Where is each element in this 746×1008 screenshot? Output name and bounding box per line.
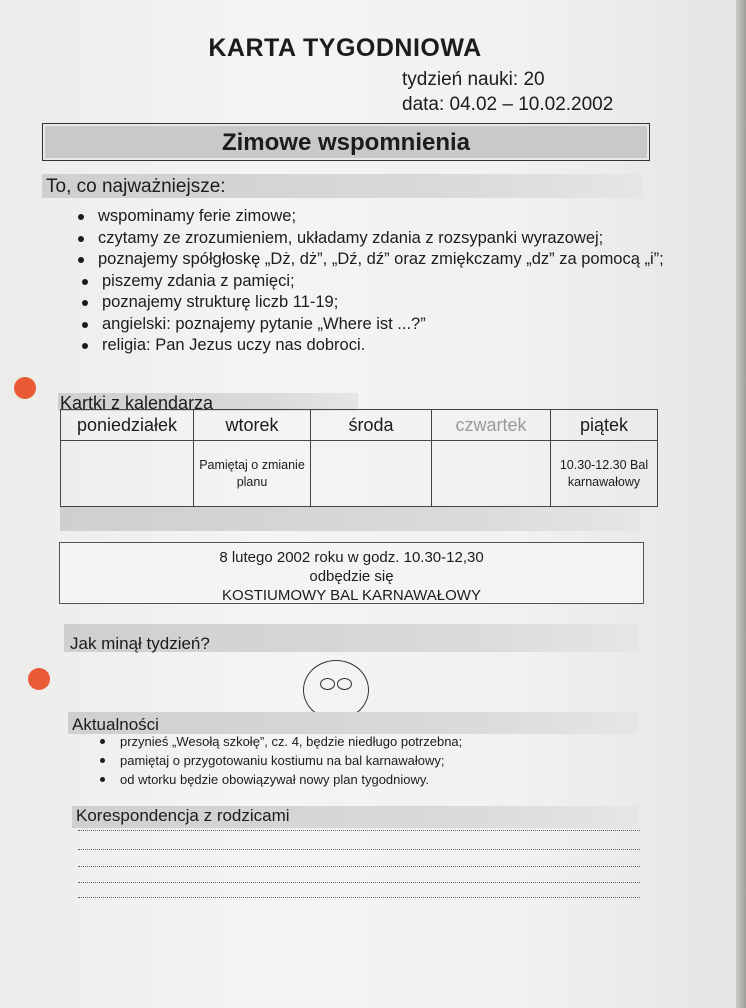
page-title: KARTA TYGODNIOWA	[208, 34, 482, 62]
calendar-cell: 10.30-12.30 Bal karnawałowy	[551, 441, 658, 507]
theme-banner: Zimowe wspomnienia	[42, 123, 650, 161]
key-points-list	[70, 206, 670, 357]
calendar-cell	[432, 441, 551, 507]
list-item: przynieś „Wesołą szkołę”, cz. 4, będzie niedługo potrzebna;	[96, 732, 656, 751]
calendar-cell	[61, 441, 194, 507]
punch-hole	[28, 668, 50, 690]
writing-line	[78, 849, 640, 850]
calendar-cell: Pamiętaj o zmianie planu	[194, 441, 311, 507]
day-header-thursday: czwartek	[432, 410, 551, 441]
announcement-date: 8 lutego 2002 roku w godz. 10.30-12,30	[219, 549, 484, 566]
news-heading: Aktualności	[72, 715, 159, 734]
list-item: poznajemy spółgłoskę „Dż, dż”, „Dź, dź” oraz zmiękczamy „dz” za pomocą „i”;	[70, 249, 670, 271]
week-review-heading: Jak minął tydzień?	[70, 634, 210, 653]
list-item: wspominamy ferie zimowe;	[70, 206, 670, 228]
writing-line	[78, 830, 640, 831]
list-item: czytamy ze zrozumieniem, układamy zdania z rozsypanki wyrazowej;	[70, 228, 670, 250]
list-item: poznajemy strukturę liczb 11-19;	[70, 292, 670, 314]
news-list	[96, 732, 656, 789]
punch-hole	[14, 377, 36, 399]
calendar-table	[60, 409, 658, 507]
face-eye	[320, 678, 335, 690]
writing-line	[78, 897, 640, 898]
list-item: piszemy zdania z pamięci;	[70, 271, 670, 293]
announcement-event: KOSTIUMOWY BAL KARNAWAŁOWY	[222, 587, 481, 604]
day-header-friday: piątek	[551, 410, 658, 441]
table-row	[61, 410, 658, 441]
date-range: data: 04.02 – 10.02.2002	[402, 94, 614, 115]
writing-line	[78, 882, 640, 883]
key-points-heading: To, co najważniejsze:	[46, 176, 226, 197]
table-row	[61, 441, 658, 507]
announcement-text: odbędzie się	[309, 568, 394, 585]
list-item: pamiętaj o przygotowaniu kostiumu na bal karnawałowy;	[96, 751, 656, 770]
day-header-tuesday: wtorek	[194, 410, 311, 441]
day-header-wednesday: środa	[311, 410, 432, 441]
week-info	[402, 67, 613, 117]
calendar-heading: Kartki z kalendarza	[60, 393, 214, 413]
writing-line	[78, 866, 640, 867]
face-drawing	[303, 660, 369, 720]
announcement-box	[59, 542, 644, 604]
day-header-monday: poniedziałek	[61, 410, 194, 441]
correspondence-heading: Korespondencja z rodzicami	[76, 806, 290, 825]
list-item: angielski: poznajemy pytanie „Where ist ...?”	[70, 314, 670, 336]
calendar-cell	[311, 441, 432, 507]
calendar-shade	[60, 507, 640, 531]
list-item: od wtorku będzie obowiązywał nowy plan tygodniowy.	[96, 770, 656, 789]
page-edge-shadow	[736, 0, 746, 1008]
face-eye	[337, 678, 352, 690]
week-number: tydzień nauki: 20	[402, 69, 545, 90]
list-item: religia: Pan Jezus uczy nas dobroci.	[70, 335, 670, 357]
